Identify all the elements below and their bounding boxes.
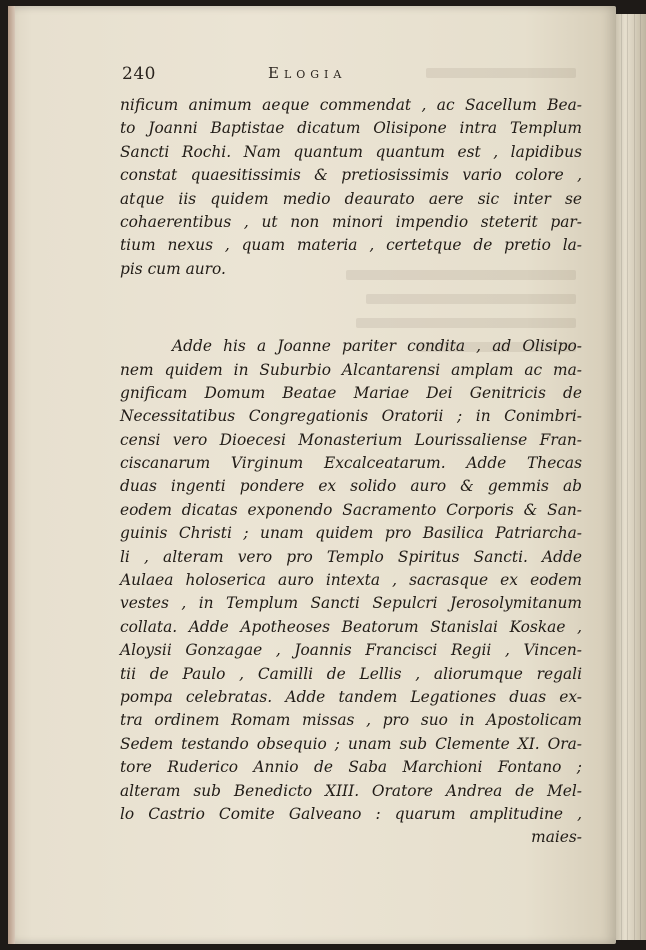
text-line: gnificam Domum Beatae Mariae Dei Genitricis de: [120, 383, 582, 402]
page-text: [120, 94, 582, 850]
paragraph-1: [120, 94, 582, 281]
text-line: Aulaea holoserica auro intexta , sacrasque ex eodem: [120, 571, 582, 590]
text-line: lo Castrio Comite Galveano : quarum amplitudine ,: [120, 804, 582, 823]
text-line: nem quidem in Suburbio Alcantarensi amplam ac ma-: [120, 360, 582, 379]
text-line: pompa celebratas. Adde tandem Legationes duas ex-: [120, 687, 582, 706]
text-line: tore Ruderico Annio de Saba Marchioni Fontano ;: [120, 758, 582, 777]
text-line: collata. Adde Apotheoses Beatorum Stanislai Koskae ,: [120, 617, 582, 636]
text-line: alteram sub Benedicto XIII. Oratore Andrea de Mel-: [120, 781, 582, 800]
paragraph-2: [120, 335, 582, 850]
paragraph-gap: [120, 281, 582, 335]
running-head: Elogia: [268, 64, 347, 82]
text-line: censi vero Dioecesi Monasterium Lourissaliense Fran-: [120, 430, 582, 449]
text-line: tium nexus , quam materia , certetque de pretio la-: [120, 236, 582, 255]
text-line: Sedem testando obsequio ; unam sub Clemente XI. Ora-: [120, 734, 582, 753]
text-line: tra ordinem Romam missas , pro suo in Apostolicam: [120, 711, 582, 730]
text-line: ciscanarum Virginum Excalceatarum. Adde Thecas: [120, 454, 582, 473]
text-line: Adde his a Joanne pariter condita , ad Olisipo-: [172, 337, 582, 356]
page-binding-edge: [8, 6, 15, 944]
text-line: Necessitatibus Congregationis Oratorii ; in Conimbri-: [120, 407, 582, 426]
page-stack-edge: [616, 14, 646, 940]
text-line: vestes , in Templum Sancti Sepulcri Jerosolymitanum: [120, 594, 582, 613]
text-line: Sancti Rochi. Nam quantum quantum est , lapidibus: [120, 142, 582, 161]
text-line: pis cum auro.: [120, 259, 226, 278]
text-line: nificum animum aeque commendat , ac Sacellum Bea-: [120, 96, 582, 114]
text-line: tii de Paulo , Camilli de Lellis , aliorumque regali: [120, 664, 582, 683]
text-line: cohaerentibus , ut non minori impendio steterit par-: [120, 212, 582, 231]
text-line: li , alteram vero pro Templo Spiritus Sancti. Adde: [120, 547, 582, 566]
page-number: 240: [122, 64, 156, 84]
text-line: guinis Christi ; unam quidem pro Basilica Patriarcha-: [120, 524, 582, 543]
page-header: [122, 64, 582, 90]
text-line: duas ingenti pondere ex solido auro & gemmis ab: [120, 477, 582, 496]
text-line: to Joanni Baptistae dicatum Olisipone intra Templum: [120, 119, 582, 138]
text-line: eodem dicatas exponendo Sacramento Corporis & San-: [120, 500, 582, 519]
catchword: maies-: [531, 828, 582, 847]
text-line: atque iis quidem medio deaurato aere sic inter se: [120, 189, 582, 208]
text-line: constat quaesitissimis & pretiosissimis vario colore ,: [120, 166, 582, 185]
text-line: Aloysii Gonzagae , Joannis Francisci Regii , Vincen-: [120, 641, 582, 660]
